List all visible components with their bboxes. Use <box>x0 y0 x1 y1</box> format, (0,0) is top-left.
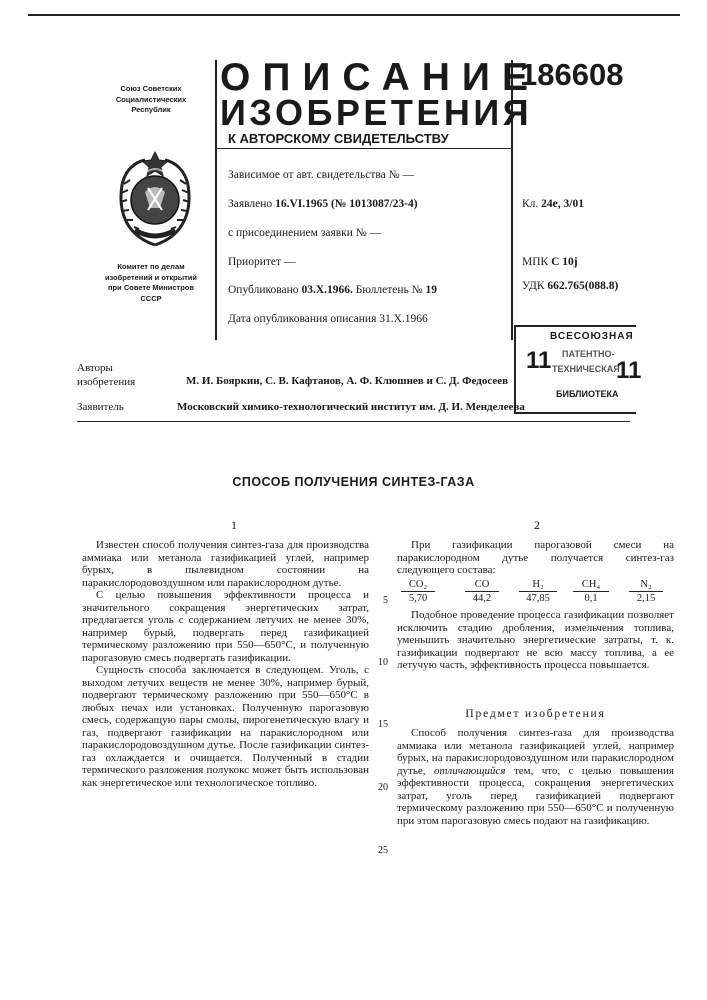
col2-paragraph-1: При газификации парогазовой смеси на паракислородном дутье получается синтез-газ следующего состава: <box>397 539 674 577</box>
line-number-20: 20 <box>378 782 388 793</box>
state-emblem-icon <box>110 130 200 250</box>
col1-paragraph-1: Известен способ получения синтез-газа для производства аммиака или метанола газификацией углей, например бурых, в пылевидном состоянии на паракислородовоздушном или паракислородном дутье. <box>82 539 369 589</box>
column-2-text-main <box>397 609 674 672</box>
composition-co2: CO₂ 5,70 <box>401 579 435 604</box>
applicant-label: Заявитель <box>77 401 124 413</box>
column-number-2: 2 <box>534 518 540 533</box>
column-2-text-intro <box>397 539 674 577</box>
meta-dependent: Зависимое от авт. свидетельства № — <box>228 169 414 181</box>
mpk-code: МПК С 10j <box>522 256 578 268</box>
composition-co: CO 44,2 <box>465 579 499 604</box>
title-opisanie: ОПИСАНИЕ <box>220 57 505 99</box>
patent-number: 186608 <box>520 58 623 92</box>
subtitle: К АВТОРСКОМУ СВИДЕТЕЛЬСТВУ <box>228 131 449 147</box>
meta-priority: Приоритет — <box>228 256 295 268</box>
line-number-5: 5 <box>383 595 388 606</box>
meta-filed: Заявлено 16.VI.1965 (№ 1013087/23-4) <box>228 198 418 210</box>
col1-paragraph-3: Сущность способа заключается в следующем. Уголь, с выходом летучих веществ не менее 30%, например бурый, подвергают термическому разложению при 550—650°С в любых печах или установках. Полученную парогазовую смесь, содержащую пары смолы, пирогенетическую влагу и газ, подвергают газификации на паракислородном или паракислородовоздушном дутье. После газификации синтез-газ охлаждается и очищается. Полученный в стадии термического разложения полукокс может быть использован как энергетическое или технологическое топливо. <box>82 664 369 789</box>
authors-label: Авторы изобретения <box>77 361 135 389</box>
header-bottom-rule <box>77 421 630 422</box>
class-code: Кл. 24е, 3/01 <box>522 198 584 210</box>
composition-n2: N₂ 2,15 <box>629 579 663 604</box>
authors-value: М. И. Бояркин, С. В. Кафтанов, А. Ф. Клюшнев и С. Д. Федосеев <box>186 375 508 387</box>
stamp-mark-left: 11 <box>526 347 551 375</box>
top-rule <box>28 14 680 16</box>
claim-text: Способ получения синтез-газа для производства аммиака или метанола газификацией углей, например бурых, на паракислородовоздушном или паракислородном дутье, отличающийся тем, что, с целью повышения эффективности процесса, сокращения энергетических затрат, уголь перед газификацией подвергают термическому разложению при 550—650°С и полученную при этом парогазовую смесь подают на газификацию. <box>397 727 674 827</box>
gas-composition <box>397 579 674 607</box>
col2-paragraph-2: Подобное проведение процесса газификации позволяет исключить стадию дробления, измельчения топлива, уменьшить значительно энергетические затраты, т. к. газификации подвергают не всю массу топлива, а ее летучую часть, эффективность процесса повышается. <box>397 609 674 672</box>
column-number-1: 1 <box>231 518 237 533</box>
title-izobreteniya: ИЗОБРЕТЕНИЯ <box>220 92 510 134</box>
meta-published: Опубликовано 03.X.1966. Бюллетень № 19 <box>228 284 437 296</box>
header-divider-left <box>215 60 217 340</box>
applicant-value: Московский химико-технологический институт им. Д. И. Менделеева <box>177 401 525 413</box>
subtitle-rule <box>217 148 511 149</box>
stamp-mark-right: 11 <box>616 357 641 385</box>
meta-description-date: Дата опубликования описания 31.X.1966 <box>228 313 428 325</box>
line-number-25: 25 <box>378 845 388 856</box>
line-number-10: 10 <box>378 657 388 668</box>
document-title: СПОСОБ ПОЛУЧЕНИЯ СИНТЕЗ-ГАЗА <box>0 475 707 489</box>
column-1-text <box>82 539 369 789</box>
org-name: Союз Советских Социалистических Республик <box>95 84 207 116</box>
subject-heading: Предмет изобретения <box>397 708 674 720</box>
line-number-15: 15 <box>378 719 388 730</box>
meta-joined: с присоединением заявки № — <box>228 227 381 239</box>
composition-ch4: CH₄ 0,1 <box>573 579 609 604</box>
committee-name: Комитет по делам изобретений и открытий при Совете Министров СССР <box>95 262 207 304</box>
library-stamp: 11 11 ВСЕСОЮЗНАЯ ПАТЕНТНО- ТЕХНИЧЕСКАЯ БИБЛИОТЕКА <box>514 325 636 414</box>
udk-code: УДК 662.765(088.8) <box>522 280 618 292</box>
composition-h2: H₂ 47,85 <box>519 579 557 604</box>
col1-paragraph-2: С целью повышения эффективности процесса и значительного сокращения энергетических затрат, предлагается уголь с содержанием летучих не менее 30%, например бурый, подвергать перед газификацией термическому разложению при 550—650°С, и полученную парогазовую смесь подвергать газификации. <box>82 589 369 664</box>
